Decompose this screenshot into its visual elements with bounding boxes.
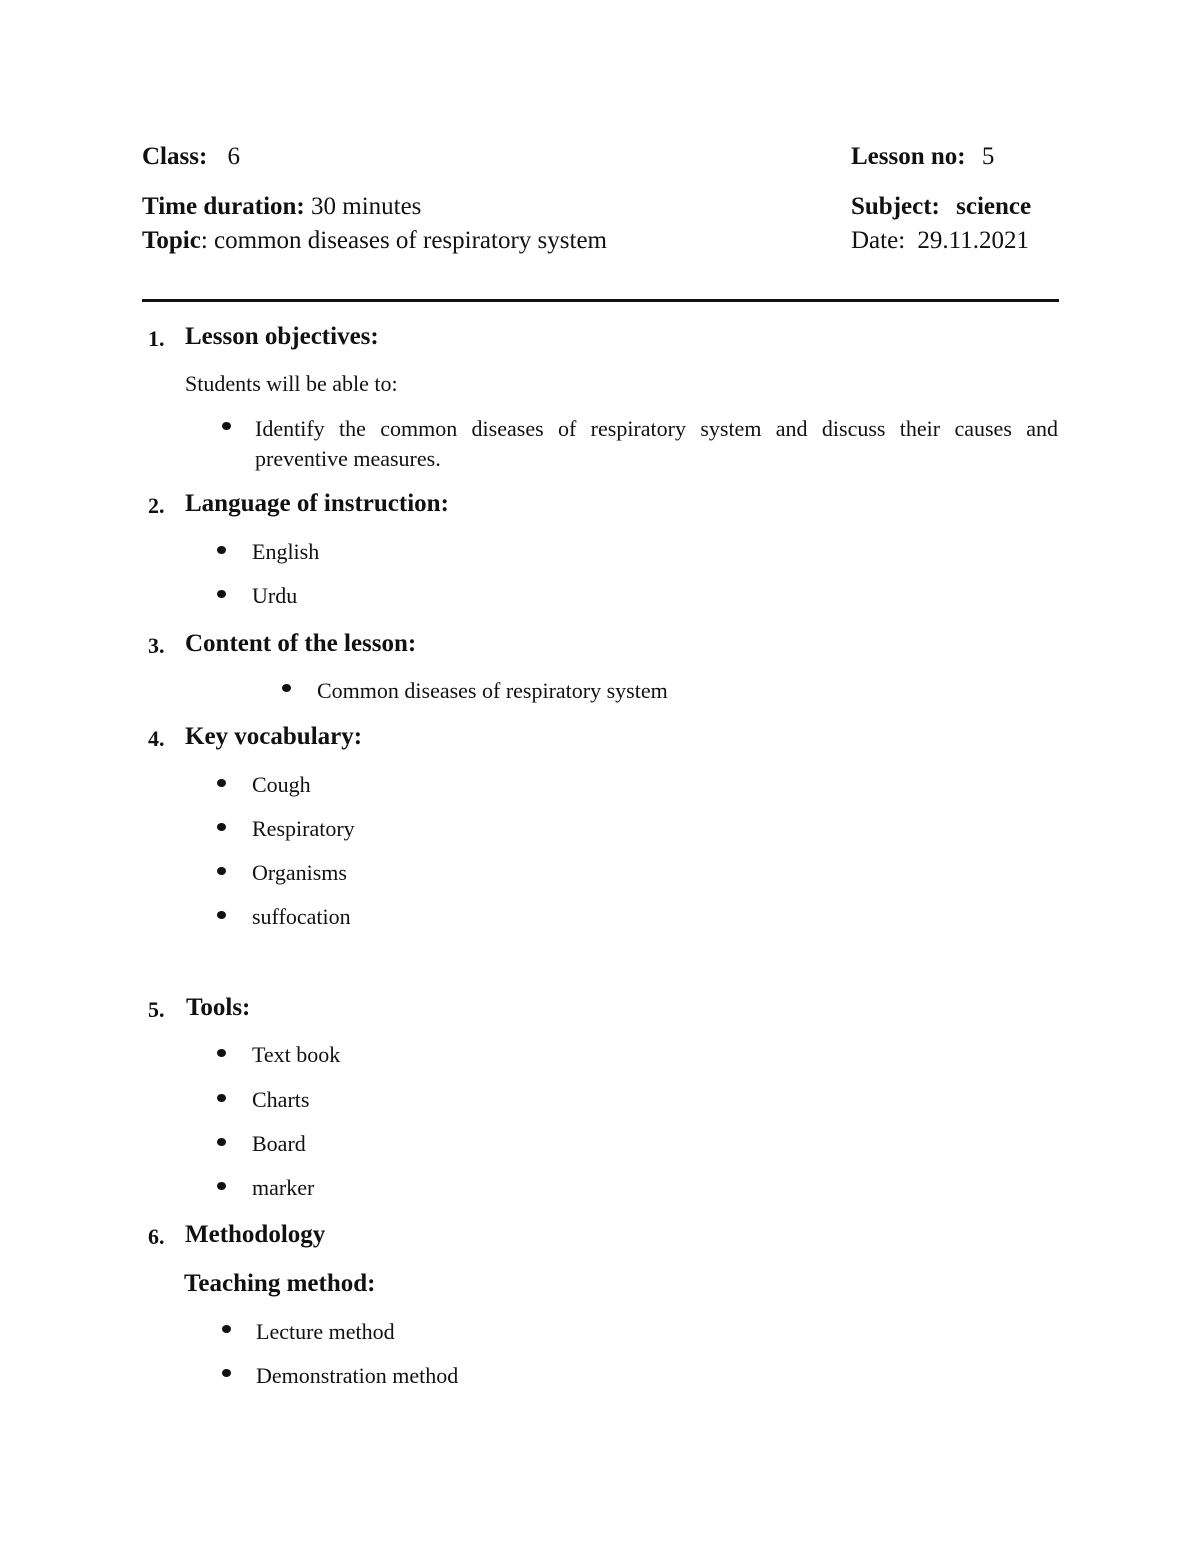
bullet-icon xyxy=(217,823,226,831)
class-label: Class: xyxy=(142,143,208,170)
bullet-icon xyxy=(282,684,291,692)
class-field xyxy=(142,143,240,171)
bullet-icon xyxy=(217,911,226,919)
section-title-methodology: Methodology xyxy=(185,1221,326,1248)
header-divider xyxy=(142,299,1059,302)
section-title-language: Language of instruction: xyxy=(185,490,449,517)
list-item: Cough xyxy=(252,772,311,797)
bullet-icon xyxy=(217,867,226,875)
section-number: 6. xyxy=(148,1224,165,1249)
list-item: Text book xyxy=(252,1042,341,1067)
lesson-number-value: 5 xyxy=(981,143,995,170)
class-value: 6 xyxy=(227,143,241,170)
topic-value: : common diseases of respiratory system xyxy=(200,227,607,254)
subject-value: science xyxy=(956,193,1032,220)
bullet-icon xyxy=(217,1094,226,1102)
section-number: 5. xyxy=(148,997,165,1022)
topic-label: Topic xyxy=(142,227,201,254)
bullet-icon xyxy=(217,546,226,554)
bullet-icon xyxy=(217,1049,226,1057)
date-field xyxy=(851,227,1029,255)
list-item: Common diseases of respiratory system xyxy=(317,678,668,703)
section-title-vocabulary: Key vocabulary: xyxy=(185,723,363,750)
bullet-icon xyxy=(217,1138,226,1146)
objectives-intro: Students will be able to: xyxy=(185,371,398,396)
list-item: English xyxy=(252,539,320,564)
section-title-lesson-objectives: Lesson objectives: xyxy=(185,323,379,350)
time-duration-value: 30 minutes xyxy=(311,193,422,220)
section-number: 4. xyxy=(148,726,165,751)
bullet-icon xyxy=(222,422,231,430)
time-duration-field xyxy=(142,193,421,221)
bullet-icon xyxy=(222,1325,231,1333)
list-item: Board xyxy=(252,1131,306,1156)
section-title-tools: Tools: xyxy=(186,994,251,1021)
list-item: suffocation xyxy=(252,904,351,929)
list-item: Organisms xyxy=(252,860,347,885)
list-item: Charts xyxy=(252,1087,310,1112)
bullet-icon xyxy=(217,1182,226,1190)
section-number: 2. xyxy=(148,493,165,518)
teaching-method-subtitle: Teaching method: xyxy=(184,1270,376,1297)
date-value: 29.11.2021 xyxy=(917,227,1029,254)
subject-label: Subject: xyxy=(851,193,940,220)
date-label: Date: xyxy=(851,227,906,254)
list-item: Respiratory xyxy=(252,816,355,841)
lesson-number-field xyxy=(851,143,994,171)
bullet-icon xyxy=(217,590,226,598)
subject-field xyxy=(851,193,1031,221)
section-number: 1. xyxy=(148,326,165,351)
time-duration-label: Time duration: xyxy=(142,193,305,220)
section-number: 3. xyxy=(148,633,165,658)
bullet-icon xyxy=(222,1369,231,1377)
bullet-icon xyxy=(217,779,226,787)
lesson-number-label: Lesson no: xyxy=(851,143,966,170)
section-title-content: Content of the lesson: xyxy=(185,630,417,657)
list-item: Demonstration method xyxy=(256,1363,459,1388)
objective-item: Identify the common diseases of respiratory system and discuss their causes and preventive measures. xyxy=(255,416,1058,471)
topic-field xyxy=(142,227,607,255)
list-item: Urdu xyxy=(252,583,298,608)
list-item: Lecture method xyxy=(256,1319,395,1344)
list-item: marker xyxy=(252,1175,315,1200)
